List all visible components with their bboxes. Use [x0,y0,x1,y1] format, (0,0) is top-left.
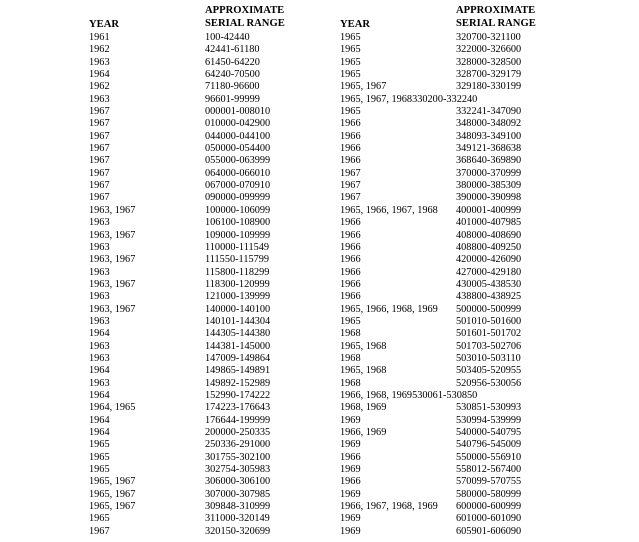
table-row [89,217,340,229]
table-row [89,526,340,538]
table-row [89,230,340,242]
year-cell: 1963, 1967 [89,229,136,241]
serial-range-cell: 328000-328500 [456,56,522,68]
year-cell: 1966 [340,278,361,290]
year-cell: 1963 [89,93,110,105]
serial-range-cell: 140000-140100 [205,303,271,315]
year-cell: 1967 [89,106,110,118]
year-cell: 1964 [89,365,110,377]
table-row [340,464,630,476]
serial-range-cell: 144381-145000 [205,340,271,352]
year-cell: 1966, 1969 [340,427,387,438]
serial-range-cell: 329180-330199 [456,81,522,93]
table-row [89,341,340,353]
table-row [340,192,630,204]
year-cell: 1967 [89,180,110,192]
table-row [340,452,630,464]
left-table-rows [89,32,340,538]
table-row [340,402,630,414]
year-cell: 1963 [89,377,110,389]
serial-range-cell: 121000-139999 [205,291,271,303]
year-cell: 1968 [340,328,361,340]
serial-range-header-line1: APPROXIMATE [456,5,536,16]
serial-range-cell: 368640-369890 [456,155,522,167]
serial-range-cell: 501601-501702 [456,328,522,340]
serial-range-cell: 400001-400999 [456,204,522,216]
year-cell: 1969 [340,513,361,525]
year-cell: 1964, 1965 [89,402,136,414]
year-cell: 1964 [89,414,110,426]
table-row [340,476,630,488]
table-row [89,192,340,204]
table-row [340,180,630,192]
year-cell: 1965 [340,32,361,43]
year-cell: 1969 [340,414,361,426]
right-table-rows [340,32,630,538]
serial-range-cell: 530994-539999 [456,414,522,426]
year-cell: 1967 [89,192,110,204]
table-row [340,353,630,365]
table-row [89,267,340,279]
year-cell: 1966 [340,266,361,278]
serial-range-cell: 332241-347090 [456,106,522,118]
year-cell: 1963 [89,315,110,327]
year-cell: 1966 [340,217,361,229]
year-cell: 1964 [89,389,110,401]
serial-range-column-header [205,4,335,30]
year-cell: 1963 [89,217,110,229]
serial-range-cell: 152990-174222 [205,389,271,401]
table-row [340,341,630,353]
year-cell: 1966, 1968, 1969530061-530850 [340,389,478,401]
serial-range-cell: 370000-370999 [456,167,522,179]
table-row [89,118,340,130]
serial-range-cell: 558012-567400 [456,464,522,476]
year-cell: 1963, 1967 [89,254,136,266]
table-row [340,168,630,180]
year-cell: 1966 [340,130,361,142]
serial-range-cell: 401000-407985 [456,217,522,229]
table-row [89,205,340,217]
serial-range-cell: 503010-503110 [456,352,521,364]
year-cell: 1965, 1967 [89,488,136,500]
year-cell: 1966 [340,229,361,241]
year-cell: 1965 [340,315,361,327]
serial-range-cell: 149892-152989 [205,377,271,389]
year-cell: 1969 [340,439,361,451]
table-row [340,81,630,93]
year-cell: 1965, 1968 [340,340,387,352]
table-row [340,155,630,167]
table-row [89,427,340,439]
serial-range-header-line2: SERIAL RANGE [456,18,536,29]
table-row [89,489,340,501]
year-cell: 1969 [340,464,361,476]
year-cell: 1966 [340,155,361,167]
year-cell: 1965, 1967 [340,81,387,93]
table-row [340,94,630,106]
serial-range-cell: 605901-606090 [456,525,522,537]
serial-range-cell: 61450-64220 [205,56,260,68]
serial-range-cell: 320700-321100 [456,32,521,43]
table-row [340,254,630,266]
table-row [340,439,630,451]
serial-range-cell: 200000-250335 [205,427,271,438]
year-column-header: YEAR [89,19,120,30]
serial-range-cell: 427000-429180 [456,266,522,278]
year-cell: 1968 [340,377,361,389]
table-row [89,131,340,143]
serial-range-cell: 322000-326600 [456,44,522,56]
table-row [340,69,630,81]
table-row [340,378,630,390]
table-row [89,365,340,377]
year-cell: 1967 [340,192,361,204]
table-row [340,32,630,44]
year-cell: 1966, 1967, 1968, 1969 [340,501,438,513]
table-row [340,513,630,525]
serial-range-cell: 064000-066010 [205,167,271,179]
year-cell: 1968, 1969 [340,402,387,414]
year-cell: 1967 [89,155,110,167]
year-cell: 1965, 1966, 1968, 1969 [340,303,438,315]
table-row [340,143,630,155]
serial-range-cell: 501703-502706 [456,340,522,352]
serial-range-cell: 050000-054400 [205,143,271,155]
serial-range-cell: 067000-070910 [205,180,271,192]
table-row [89,57,340,69]
serial-range-cell: 501010-501600 [456,315,522,327]
table-row [89,254,340,266]
table-row [89,44,340,56]
table-row [89,106,340,118]
serial-range-cell: 118300-120999 [205,278,270,290]
serial-range-cell: 380000-385309 [456,180,522,192]
table-row [89,501,340,513]
table-row [340,316,630,328]
table-row [340,267,630,279]
year-cell: 1967 [89,130,110,142]
table-row [89,242,340,254]
year-cell: 1967 [89,118,110,130]
serial-range-cell: 176644-199999 [205,414,271,426]
serial-range-cell: 106100-108900 [205,217,271,229]
serial-range-cell: 503405-520955 [456,365,522,377]
year-cell: 1966 [340,476,361,488]
table-row [340,205,630,217]
year-cell: 1967 [89,525,110,537]
serial-range-cell: 250336-291000 [205,439,271,451]
serial-range-cell: 149865-149891 [205,365,271,377]
serial-range-cell: 000001-008010 [205,106,271,118]
year-cell: 1966 [340,118,361,130]
serial-range-header-line1: APPROXIMATE [205,5,285,16]
serial-range-cell: 600000-600999 [456,501,522,513]
serial-range-cell: 115800-118299 [205,266,270,278]
serial-range-cell: 044000-044100 [205,130,271,142]
serial-range-cell: 408000-408690 [456,229,522,241]
year-cell: 1966 [340,254,361,266]
serial-range-cell: 408800-409250 [456,241,522,253]
table-row [340,118,630,130]
year-cell: 1969 [340,488,361,500]
serial-range-cell: 055000-063999 [205,155,271,167]
table-row [89,439,340,451]
serial-range-cell: 540796-545009 [456,439,522,451]
serial-range-cell: 140101-144304 [205,315,271,327]
table-row [89,415,340,427]
serial-range-cell: 309848-310999 [205,501,271,513]
serial-range-cell: 570099-570755 [456,476,522,488]
serial-range-cell: 349121-368638 [456,143,522,155]
table-row [340,304,630,316]
serial-range-cell: 71180-96600 [205,81,260,93]
table-row [340,501,630,513]
year-cell: 1965 [89,439,110,451]
year-cell: 1966 [340,291,361,303]
year-cell: 1964 [89,328,110,340]
year-cell: 1962 [89,81,110,93]
year-cell: 1967 [89,167,110,179]
table-row [89,378,340,390]
year-cell: 1966 [340,241,361,253]
serial-range-cell: 147009-149864 [205,352,271,364]
table-row [89,32,340,44]
year-cell: 1965 [89,451,110,463]
year-cell: 1965 [340,56,361,68]
year-cell: 1963 [89,56,110,68]
table-row [340,44,630,56]
serial-range-cell: 601000-601090 [456,513,522,525]
table-row [340,526,630,538]
table-row [340,217,630,229]
year-cell: 1965, 1966, 1967, 1968 [340,204,438,216]
year-cell: 1964 [89,427,110,438]
table-row [89,353,340,365]
year-cell: 1963 [89,241,110,253]
serial-range-cell: 348093-349100 [456,130,522,142]
year-column-header: YEAR [340,19,371,30]
serial-range-header-line2: SERIAL RANGE [205,18,285,29]
table-row [340,57,630,69]
serial-range-cell: 500000-500999 [456,303,522,315]
year-cell: 1966 [340,143,361,155]
serial-range-cell: 090000-099999 [205,192,271,204]
year-cell: 1969 [340,525,361,537]
table-row [89,476,340,488]
serial-range-cell: 96601-99999 [205,93,260,105]
serial-range-cell: 301755-302100 [205,451,271,463]
table-row [340,328,630,340]
left-table [89,4,340,538]
year-cell: 1966 [340,451,361,463]
serial-range-cell: 010000-042900 [205,118,271,130]
year-cell: 1967 [89,143,110,155]
table-row [89,328,340,340]
table-row [340,279,630,291]
serial-range-cell: 348000-348092 [456,118,522,130]
table-row [89,94,340,106]
year-cell: 1963, 1967 [89,204,136,216]
table-row [89,81,340,93]
table-row [340,427,630,439]
serial-range-cell: 540000-540795 [456,427,522,438]
year-cell: 1965 [340,44,361,56]
year-cell: 1961 [89,32,110,43]
serial-range-cell: 420000-426090 [456,254,522,266]
serial-range-cell: 42441-61180 [205,44,260,56]
year-cell: 1965, 1967, 1968330200-332240 [340,93,478,105]
year-cell: 1968 [340,352,361,364]
serial-range-cell: 550000-556910 [456,451,522,463]
serial-range-cell: 530851-530993 [456,402,522,414]
serial-range-cell: 311000-320149 [205,513,270,525]
table-row [89,513,340,525]
serial-range-cell: 306000-306100 [205,476,271,488]
year-cell: 1963, 1967 [89,278,136,290]
table-row [340,415,630,427]
table-row [89,168,340,180]
right-table [340,4,630,538]
year-cell: 1965, 1967 [89,476,136,488]
table-row [340,291,630,303]
serial-range-cell: 100000-106099 [205,204,271,216]
year-cell: 1967 [340,167,361,179]
year-cell: 1963 [89,352,110,364]
serial-range-cell: 390000-390998 [456,192,522,204]
serial-range-cell: 520956-530056 [456,377,522,389]
table-row [89,291,340,303]
serial-range-column-header [456,4,586,30]
year-cell: 1963 [89,266,110,278]
table-row [89,279,340,291]
year-cell: 1963 [89,291,110,303]
serial-range-cell: 110000-111549 [205,241,270,253]
right-table-header [340,4,630,32]
year-cell: 1965 [89,513,110,525]
serial-range-cell: 580000-580999 [456,488,522,500]
serial-range-cell: 430005-438530 [456,278,522,290]
serial-range-cell: 64240-70500 [205,69,260,81]
serial-range-cell: 320150-320699 [205,525,271,537]
year-cell: 1964 [89,69,110,81]
table-row [89,316,340,328]
serial-range-cell: 438800-438925 [456,291,522,303]
table-row [340,230,630,242]
serial-range-cell: 111550-115799 [205,254,270,266]
year-cell: 1967 [340,180,361,192]
table-row [340,489,630,501]
serial-range-cell: 109000-109999 [205,229,271,241]
serial-range-cell: 100-42440 [205,32,250,43]
year-cell: 1965 [89,464,110,476]
serial-range-cell: 328700-329179 [456,69,522,81]
table-row [340,242,630,254]
table-row [89,390,340,402]
table-row [89,155,340,167]
year-cell: 1965, 1968 [340,365,387,377]
year-cell: 1962 [89,44,110,56]
serial-range-cell: 307000-307985 [205,488,271,500]
table-row [340,390,630,402]
table-row [340,365,630,377]
table-row [89,69,340,81]
table-row [89,452,340,464]
serial-range-cell: 144305-144380 [205,328,271,340]
serial-range-cell: 174223-176643 [205,402,271,414]
table-row [89,304,340,316]
year-cell: 1965 [340,69,361,81]
table-row [340,106,630,118]
table-row [89,180,340,192]
left-table-header [89,4,340,32]
table-row [340,131,630,143]
year-cell: 1963, 1967 [89,303,136,315]
serial-range-cell: 302754-305983 [205,464,271,476]
table-row [89,464,340,476]
table-row [89,143,340,155]
year-cell: 1965, 1967 [89,501,136,513]
year-cell: 1963 [89,340,110,352]
year-cell: 1965 [340,106,361,118]
table-row [89,402,340,414]
